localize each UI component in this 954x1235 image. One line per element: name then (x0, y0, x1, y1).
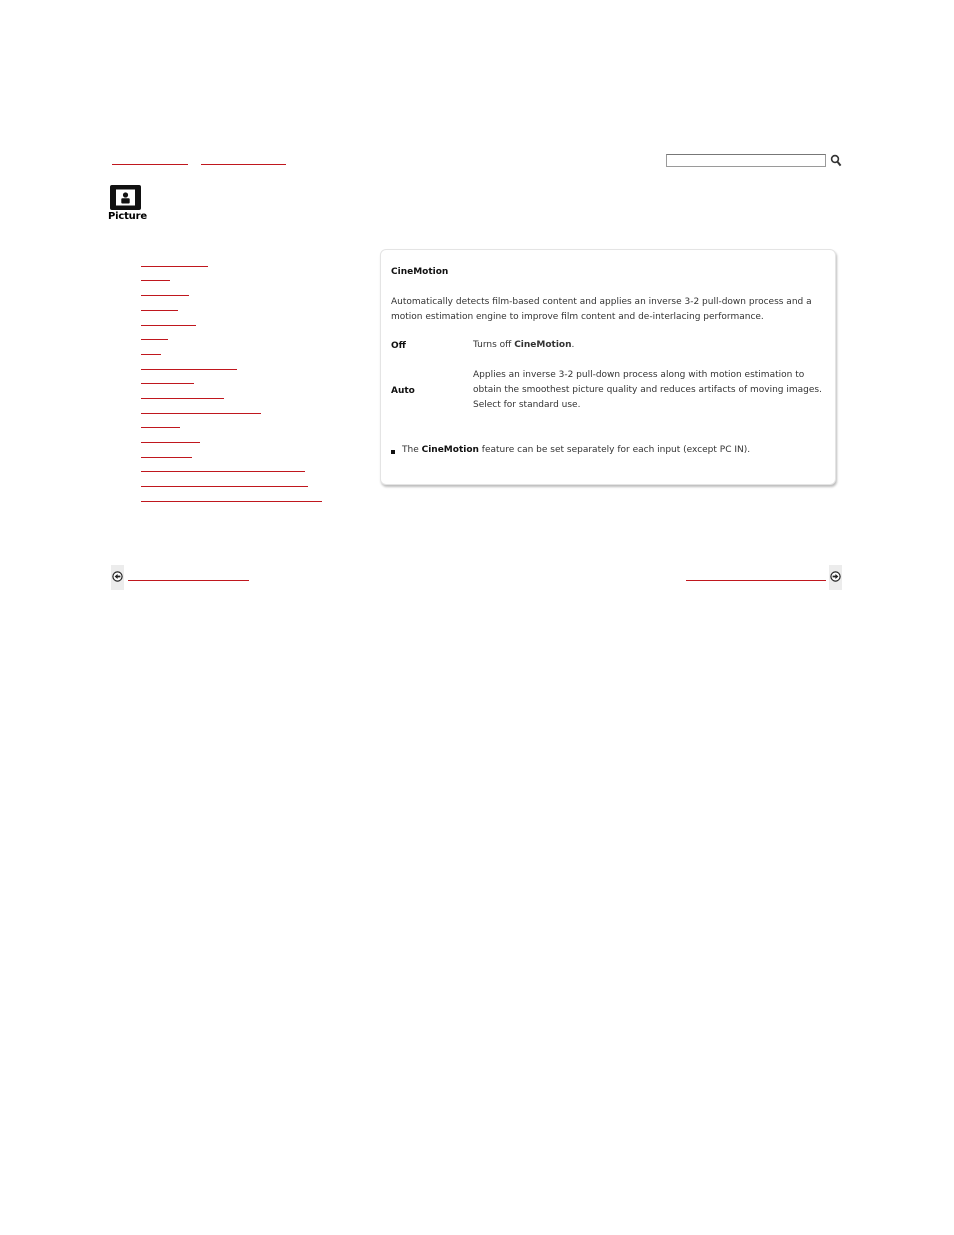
side-nav-link[interactable] (141, 463, 305, 472)
option-off-label: Off (391, 341, 406, 351)
note-bold: CineMotion (421, 445, 479, 455)
note-prefix: The (402, 445, 422, 455)
breadcrumb-link-1[interactable] (112, 152, 188, 165)
side-nav-link[interactable] (141, 419, 180, 428)
previous-button[interactable] (111, 565, 124, 590)
breadcrumb-link-2[interactable] (201, 152, 286, 165)
side-nav-link[interactable] (141, 258, 208, 267)
previous-link[interactable] (128, 570, 249, 581)
option-off-bold: CineMotion (514, 340, 572, 350)
search-icon (830, 154, 842, 168)
side-nav-link[interactable] (141, 331, 168, 340)
option-off-text: Turns off (473, 340, 515, 350)
side-nav-link[interactable] (141, 405, 261, 414)
search-button[interactable] (830, 153, 842, 167)
category-label: Picture (108, 211, 147, 222)
content-panel (380, 249, 836, 485)
side-nav-link[interactable] (141, 375, 194, 384)
option-off-suffix: . (571, 340, 575, 350)
note-suffix: feature can be set separately for each input (except PC IN). (478, 445, 751, 455)
option-auto-label: Auto (391, 386, 415, 396)
side-nav-link[interactable] (141, 346, 161, 355)
option-off-description (473, 338, 823, 353)
side-nav-link[interactable] (141, 272, 170, 281)
side-nav-link[interactable] (141, 478, 308, 487)
side-nav-link[interactable] (141, 302, 178, 311)
bullet-icon (391, 450, 395, 454)
panel-title: CineMotion (391, 267, 449, 277)
side-nav-link[interactable] (141, 493, 322, 502)
side-nav-link[interactable] (141, 390, 224, 399)
side-nav-link[interactable] (141, 361, 237, 370)
panel-description: Automatically detects film-based content and applies an inverse 3-2 pull-down process and a motion estimation engine to improve film content and de-interlacing performance. (391, 297, 812, 322)
panel-note (402, 445, 750, 455)
arrow-left-icon (112, 571, 123, 582)
next-button[interactable] (829, 565, 842, 590)
side-nav-link[interactable] (141, 287, 189, 296)
arrow-right-icon (830, 571, 841, 582)
side-nav-link[interactable] (141, 434, 200, 443)
option-auto-description: Applies an inverse 3-2 pull-down process along with motion estimation to obtain the smoothest picture quality and reduces artifacts of moving images. Select for standard use. (473, 370, 822, 410)
picture-icon (110, 185, 141, 210)
side-nav-link[interactable] (141, 317, 196, 326)
search-input[interactable] (666, 154, 826, 167)
side-nav-link[interactable] (141, 449, 192, 458)
next-link[interactable] (686, 570, 826, 581)
